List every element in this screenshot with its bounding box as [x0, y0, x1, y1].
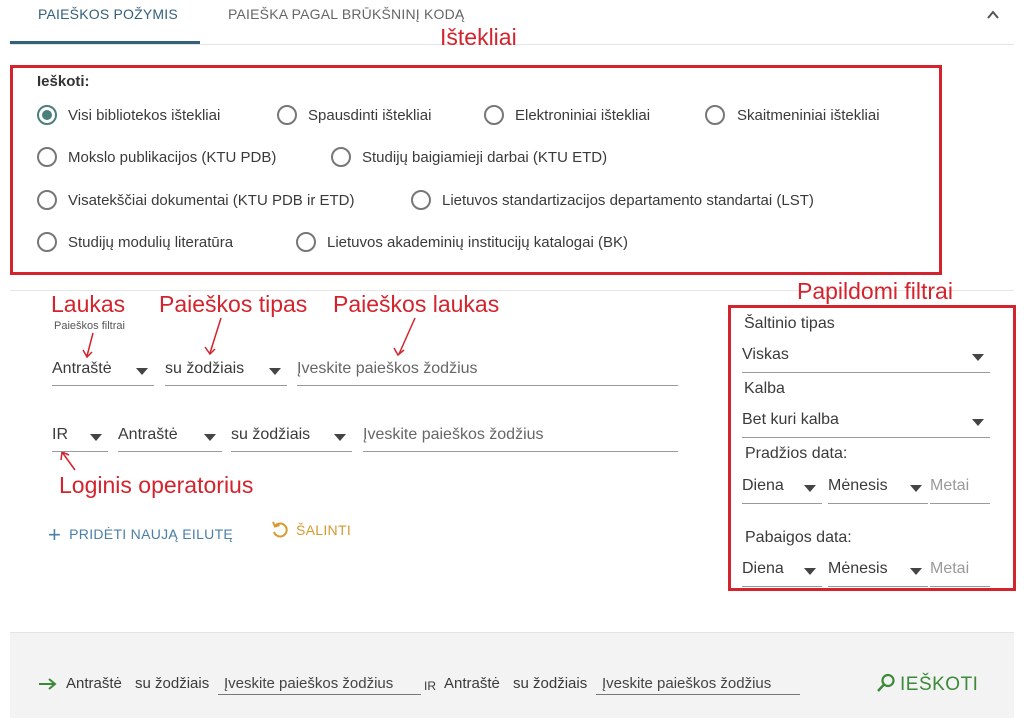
- radio-label-ktu-pdb: Mokslo publikacijos (KTU PDB): [68, 149, 277, 166]
- chevron-down-icon: [136, 368, 148, 375]
- query-value-1[interactable]: [218, 675, 421, 695]
- start-day-value: Diena: [742, 477, 784, 494]
- chevron-down-icon: [910, 485, 922, 492]
- annotation-field: Laukas: [51, 291, 126, 317]
- operator-select[interactable]: [52, 426, 108, 452]
- operator-value: IR: [52, 426, 68, 443]
- language-label: Kalba: [744, 380, 785, 397]
- chevron-down-icon: [972, 354, 984, 361]
- annotation-extra-filters: Papildomi filtrai: [797, 278, 953, 304]
- query-value-2-text: Įveskite paieškos žodžius: [602, 675, 772, 692]
- search-input-placeholder: Įveskite paieškos žodžius: [297, 360, 478, 377]
- start-month-select[interactable]: [828, 477, 928, 504]
- end-month-select[interactable]: [828, 560, 928, 587]
- clear-button[interactable]: [270, 520, 351, 540]
- start-day-select[interactable]: [742, 477, 822, 504]
- annotation-resources: Ištekliai: [440, 24, 517, 50]
- add-row-label: PRIDĖTI NAUJĄ EILUTĘ: [69, 526, 234, 542]
- chevron-down-icon: [269, 368, 281, 375]
- source-type-value: Viskas: [742, 346, 789, 363]
- search-type-value: su žodžiais: [165, 360, 245, 377]
- radio-label-all-resources: Visi bibliotekos ištekliai: [68, 107, 221, 124]
- chevron-down-icon: [972, 419, 984, 426]
- end-date-label: Pabaigos data:: [745, 529, 852, 546]
- search-type-select[interactable]: [165, 360, 287, 386]
- search-filters-label: Paieškos filtrai: [54, 320, 125, 332]
- search-type-2-value: su žodžiais: [231, 426, 311, 443]
- annotation-logical-operator: Loginis operatorius: [59, 472, 254, 498]
- annotation-search-field: Paieškos laukas: [333, 291, 500, 317]
- tab-barcode-search[interactable]: PAIEŠKA PAGAL BRŪKŠNINĮ KODĄ: [228, 6, 465, 22]
- annotation-search-type: Paieškos tipas: [159, 291, 308, 317]
- chevron-down-icon: [90, 434, 102, 441]
- arrow-right-icon: [38, 677, 58, 691]
- start-year-placeholder: Metai: [930, 477, 970, 494]
- search-input-2-placeholder: Įveskite paieškos žodžius: [363, 426, 544, 443]
- chevron-down-icon: [804, 485, 816, 492]
- field-select[interactable]: [52, 360, 154, 386]
- chevron-down-icon: [334, 434, 346, 441]
- chevron-down-icon: [204, 434, 216, 441]
- search-input[interactable]: [297, 360, 678, 386]
- search-input-2[interactable]: [363, 426, 678, 452]
- search-button[interactable]: [876, 673, 978, 696]
- search-button-label: IEŠKOTI: [900, 674, 979, 695]
- undo-icon: [270, 520, 290, 540]
- radio-label-digital: Skaitmeniniai ištekliai: [737, 107, 880, 124]
- language-select[interactable]: [742, 411, 990, 438]
- radio-label-lst: Lietuvos standartizacijos departamento standartai (LST): [442, 192, 814, 209]
- end-year-placeholder: Metai: [930, 560, 970, 577]
- query-operator: IR: [424, 679, 436, 693]
- source-type-label: Šaltinio tipas: [744, 315, 835, 332]
- end-month-value: Mėnesis: [828, 560, 888, 577]
- search-type-select-2[interactable]: [231, 426, 352, 452]
- resources-heading: Ieškoti:: [37, 73, 90, 90]
- query-value-1-text: Įveskite paieškos žodžius: [224, 675, 394, 692]
- language-value: Bet kuri kalba: [742, 411, 839, 428]
- tab-search-criteria[interactable]: PAIEŠKOS POŽYMIS: [38, 6, 178, 22]
- query-field-2: Antraštė: [444, 675, 500, 692]
- start-month-value: Mėnesis: [828, 477, 888, 494]
- query-value-2[interactable]: [596, 675, 800, 695]
- start-date-label: Pradžios data:: [745, 445, 848, 462]
- radio-label-fulltext: Visatekščiai dokumentai (KTU PDB ir ETD): [68, 192, 355, 209]
- chevron-down-icon: [910, 568, 922, 575]
- query-field-1: Antraštė: [66, 675, 122, 692]
- end-day-value: Diena: [742, 560, 784, 577]
- radio-label-electronic: Elektroniniai ištekliai: [515, 107, 651, 124]
- start-year-input[interactable]: [930, 477, 990, 504]
- radio-label-printed: Spausdinti ištekliai: [308, 107, 432, 124]
- radio-label-bk: Lietuvos akademinių institucijų katalogai (BK): [327, 234, 628, 251]
- radio-label-ktu-etd: Studijų baigiamieji darbai (KTU ETD): [362, 149, 608, 166]
- field-select-2[interactable]: [118, 426, 222, 452]
- field-select-value: Antraštė: [52, 360, 112, 377]
- chevron-down-icon: [804, 568, 816, 575]
- clear-label: ŠALINTI: [296, 522, 352, 538]
- radio-label-module-literature: Studijų modulių literatūra: [68, 234, 234, 251]
- search-icon: [876, 673, 896, 693]
- end-day-select[interactable]: [742, 560, 822, 587]
- query-type-2: su žodžiais: [513, 675, 588, 692]
- add-row-button[interactable]: [48, 522, 233, 548]
- end-year-input[interactable]: [930, 560, 990, 587]
- query-type-1: su žodžiais: [135, 675, 210, 692]
- source-type-select[interactable]: [742, 346, 990, 373]
- plus-icon: +: [48, 522, 62, 547]
- field-select-2-value: Antraštė: [118, 426, 178, 443]
